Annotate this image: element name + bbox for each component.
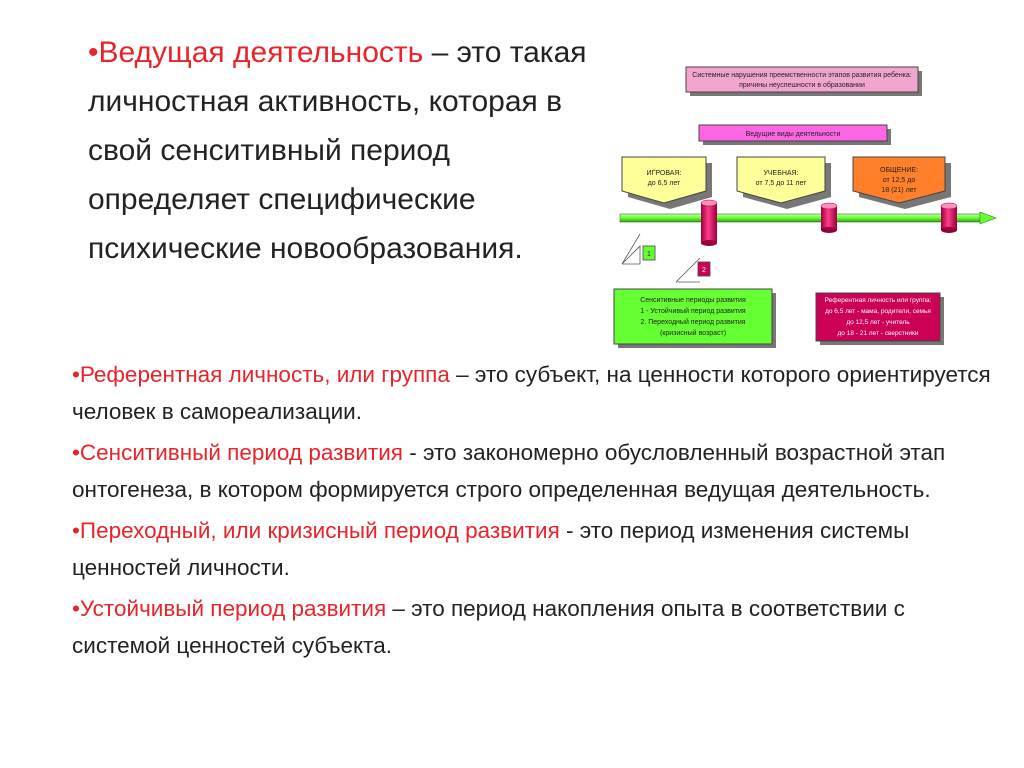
timeline-bar: [620, 212, 996, 224]
arrow-study-title: УЧЕБНАЯ:: [763, 170, 799, 177]
sensitive-periods-box: [614, 289, 776, 348]
definition-item-stable: [72, 590, 992, 664]
marker-cylinder-4: [941, 203, 957, 233]
marker-cylinder-2: [701, 229, 717, 246]
definition-text: - это закономерно обусловленный возрастной этап онтогенеза, в котором формируется строго определенная ведущая деятельность.: [72, 440, 946, 502]
referent-line2: до 6,5 лет - мама, родители, семья: [825, 308, 931, 315]
step-1-label: 1: [647, 251, 651, 258]
arrow-play-sub: до 6,5 лет: [647, 180, 681, 187]
problems-line2: причины неуспешности в образовании: [739, 82, 865, 89]
step-2-label: 2: [702, 267, 706, 274]
definition-term: Сенситивный период развития: [79, 440, 403, 465]
definition-text: – это субъект, на ценности которого ориентируется человек в самореализации.: [72, 362, 991, 424]
arrow-play: [622, 157, 712, 209]
definition-bullet: •: [72, 518, 80, 543]
sensitive-line2: 1 - Устойчивый период развития: [640, 308, 746, 315]
crisis-period-step: [676, 258, 710, 282]
sensitive-line4: (кризисный возраст): [659, 330, 727, 337]
definition-text: – это период накопления опыта в соответствии с системой ценностей субъекта.: [72, 596, 905, 658]
referent-line3: до 12,5 лет - учитель: [846, 319, 910, 326]
marker-cylinder-3: [821, 203, 837, 233]
definition-term: Переходный, или кризисный период развития: [79, 518, 560, 543]
arrow-communication-sub1: от 12,5 до: [882, 177, 916, 184]
arrow-study: [737, 157, 831, 209]
definition-bullet: •: [72, 596, 80, 621]
definitions-list: [72, 356, 992, 668]
sensitive-line3: 2. Переходный период развития: [640, 319, 746, 326]
arrow-communication: [853, 157, 951, 209]
definition-item-referent: [72, 356, 992, 430]
referent-line1: Референтная личность или группа:: [824, 297, 932, 304]
referent-person-box: [816, 293, 944, 345]
term-leading-activity: Ведущая деятельность: [98, 36, 424, 69]
sensitive-line1: Сенситивные периоды развития: [640, 297, 746, 304]
leading-activities-box: [699, 125, 891, 145]
bullet: •: [88, 36, 99, 69]
arrow-communication-title: ОБЩЕНИЕ:: [880, 167, 918, 174]
referent-line4: до 18 - 21 лет - сверстники: [837, 330, 919, 337]
definition-item-sensitive: [72, 434, 992, 508]
arrow-study-sub: от 7,5 до 11 лет: [755, 180, 807, 187]
definition-text: - это период изменения системы ценностей личности.: [72, 518, 910, 580]
definition-term: Устойчивый период развития: [79, 596, 387, 621]
arrow-communication-sub2: 18 (21) лет: [881, 187, 917, 194]
definition-term: Референтная личность, или группа: [79, 362, 450, 387]
definition-text: – это такая личностная активность, которая в свой сенситивный период определяет специфические психические новообразования.: [88, 36, 587, 265]
leading-activities-label: Ведущие виды деятельности: [745, 131, 841, 138]
stable-period-step: [622, 234, 655, 264]
definition-item-crisis: [72, 512, 992, 586]
problems-box: [686, 67, 922, 96]
problems-line1: Системные нарушения преемственности этапов развития ребенка:: [692, 72, 912, 79]
definition-bullet: •: [72, 362, 80, 387]
arrow-play-title: ИГРОВАЯ:: [646, 170, 682, 177]
definition-bullet: •: [72, 440, 80, 465]
